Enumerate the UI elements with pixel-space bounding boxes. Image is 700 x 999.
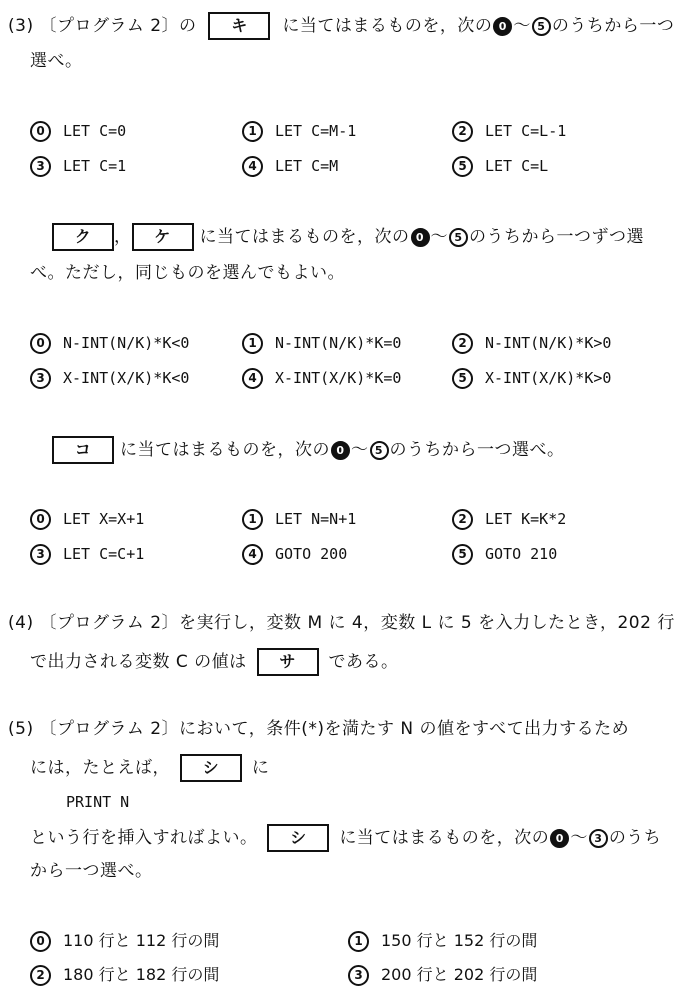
code-print-n: PRINT N <box>66 793 130 811</box>
kuke-text: に当てはまるものを，次の <box>199 227 410 247</box>
option-text: 110 行と 112 行の間 <box>63 931 220 950</box>
ki-option-2[interactable] <box>452 120 566 142</box>
option-number: 0 <box>30 931 51 952</box>
option-text: N-INT(N/K)*K=0 <box>275 334 402 352</box>
answer-box-sa[interactable]: サ <box>257 648 319 676</box>
kuke-line1 <box>52 223 644 251</box>
answer-box-ke[interactable]: ケ <box>132 223 194 251</box>
kuke-option-3[interactable] <box>30 367 189 389</box>
ko-text-end: のうちから一つ選べ。 <box>389 440 565 460</box>
option-text: GOTO 200 <box>275 545 348 563</box>
ko-text: に当てはまるものを，次の <box>120 440 330 460</box>
option-number: 1 <box>242 121 263 142</box>
ko-option-4[interactable] <box>242 543 347 565</box>
tilde: 〜 <box>351 440 369 460</box>
answer-box-shi[interactable]: シ <box>180 754 242 782</box>
option-text: N-INT(N/K)*K>0 <box>485 334 612 352</box>
ko-option-3[interactable] <box>30 543 144 565</box>
option-number: 3 <box>30 544 51 565</box>
option-text: LET C=L-1 <box>485 122 567 140</box>
kuke-option-0[interactable] <box>30 332 189 354</box>
q5-text-6: のうち <box>608 828 662 848</box>
option-number: 1 <box>242 333 263 354</box>
option-number: 5 <box>452 544 473 565</box>
shi-option-3[interactable] <box>348 964 537 986</box>
option-text: X-INT(X/K)*K>0 <box>485 369 612 387</box>
q3-number: (3) <box>8 16 34 36</box>
option-number: 2 <box>30 965 51 986</box>
option-text: LET C=M-1 <box>275 122 357 140</box>
range-start-marker: 0 <box>331 441 350 460</box>
answer-box-shi-2[interactable]: シ <box>267 824 329 852</box>
q5-line2 <box>30 754 269 782</box>
option-text: N-INT(N/K)*K<0 <box>63 334 190 352</box>
option-number: 2 <box>452 333 473 354</box>
ki-option-3[interactable] <box>30 155 126 177</box>
option-number: 1 <box>348 931 369 952</box>
kuke-text-end: のうちから一つずつ選 <box>469 227 644 247</box>
range-end-marker: 3 <box>589 829 608 848</box>
option-text: LET K=K*2 <box>485 510 567 528</box>
option-number: 0 <box>30 333 51 354</box>
option-text: 180 行と 182 行の間 <box>63 965 220 984</box>
q5-text: 〔プログラム 2〕において，条件(*)を満たす N の値をすべて出力するため <box>39 719 630 739</box>
q4-text-3: である。 <box>328 652 399 672</box>
option-text: LET N=N+1 <box>275 510 357 528</box>
range-start-marker: 0 <box>550 829 569 848</box>
shi-option-1[interactable] <box>348 930 537 952</box>
kuke-option-1[interactable] <box>242 332 401 354</box>
answer-box-ku[interactable]: ク <box>52 223 114 251</box>
option-number: 3 <box>30 156 51 177</box>
option-text: 150 行と 152 行の間 <box>381 931 538 950</box>
option-number: 2 <box>452 121 473 142</box>
tilde: 〜 <box>513 16 531 36</box>
ki-option-4[interactable] <box>242 155 338 177</box>
q5-line3 <box>30 824 661 852</box>
q5-number: (5) <box>8 719 34 739</box>
option-text: LET C=1 <box>63 157 127 175</box>
q5-text-4: という行を挿入すればよい。 <box>30 828 258 848</box>
ko-option-2[interactable] <box>452 508 566 530</box>
option-text: LET C=L <box>485 157 549 175</box>
option-number: 5 <box>452 368 473 389</box>
option-number: 4 <box>242 368 263 389</box>
option-text: 200 行と 202 行の間 <box>381 965 538 984</box>
q3-line1 <box>8 12 674 40</box>
ko-option-0[interactable] <box>30 508 144 530</box>
q5-text-2: には，たとえば， <box>30 758 170 778</box>
range-start-marker: 0 <box>493 17 512 36</box>
kuke-option-4[interactable] <box>242 367 401 389</box>
comma: ， <box>114 227 132 247</box>
q5-line1 <box>8 718 629 740</box>
q5-line4: から一つ選べ。 <box>30 861 153 881</box>
option-number: 1 <box>242 509 263 530</box>
option-text: X-INT(X/K)*K<0 <box>63 369 190 387</box>
range-end-marker: 5 <box>370 441 389 460</box>
q3-prefix: 〔プログラム 2〕の <box>39 16 197 36</box>
option-number: 5 <box>452 156 473 177</box>
option-number: 4 <box>242 156 263 177</box>
q4-number: (4) <box>8 613 34 633</box>
answer-box-ko[interactable]: コ <box>52 436 114 464</box>
q5-text-3: に <box>251 758 270 778</box>
ko-line <box>52 436 565 464</box>
shi-option-0[interactable] <box>30 930 219 952</box>
ki-option-0[interactable] <box>30 120 126 142</box>
shi-option-2[interactable] <box>30 964 219 986</box>
option-text: LET X=X+1 <box>63 510 145 528</box>
kuke-line2: べ。ただし，同じものを選んでもよい。 <box>30 263 345 283</box>
answer-box-ki[interactable]: キ <box>208 12 270 40</box>
option-number: 4 <box>242 544 263 565</box>
option-number: 3 <box>30 368 51 389</box>
ki-option-5[interactable] <box>452 155 548 177</box>
q4-text: 〔プログラム 2〕を実行し，変数 M に 4，変数 L に 5 を入力したとき，202 行 <box>39 613 675 633</box>
range-start-marker: 0 <box>411 228 430 247</box>
q3-line2: 選べ。 <box>30 51 83 71</box>
q4-text-2: で出力される変数 C の値は <box>30 652 247 672</box>
range-end-marker: 5 <box>449 228 468 247</box>
kuke-option-2[interactable] <box>452 332 611 354</box>
option-text: LET C=0 <box>63 122 127 140</box>
option-text: LET C=M <box>275 157 339 175</box>
option-number: 2 <box>452 509 473 530</box>
option-number: 3 <box>348 965 369 986</box>
q5-text-5: に当てはまるものを，次の <box>339 828 550 848</box>
ko-option-1[interactable] <box>242 508 356 530</box>
option-text: X-INT(X/K)*K=0 <box>275 369 402 387</box>
option-text: GOTO 210 <box>485 545 558 563</box>
ko-option-5[interactable] <box>452 543 557 565</box>
tilde: 〜 <box>570 828 588 848</box>
tilde: 〜 <box>430 227 448 247</box>
option-number: 0 <box>30 121 51 142</box>
range-end-marker: 5 <box>532 17 551 36</box>
ki-option-1[interactable] <box>242 120 356 142</box>
q4-line2 <box>30 648 399 676</box>
option-number: 0 <box>30 509 51 530</box>
q3-text-end: のうちから一つ <box>551 16 675 36</box>
q3-text: に当てはまるものを，次の <box>282 16 493 36</box>
kuke-option-5[interactable] <box>452 367 611 389</box>
q4-line1 <box>8 612 675 634</box>
option-text: LET C=C+1 <box>63 545 145 563</box>
